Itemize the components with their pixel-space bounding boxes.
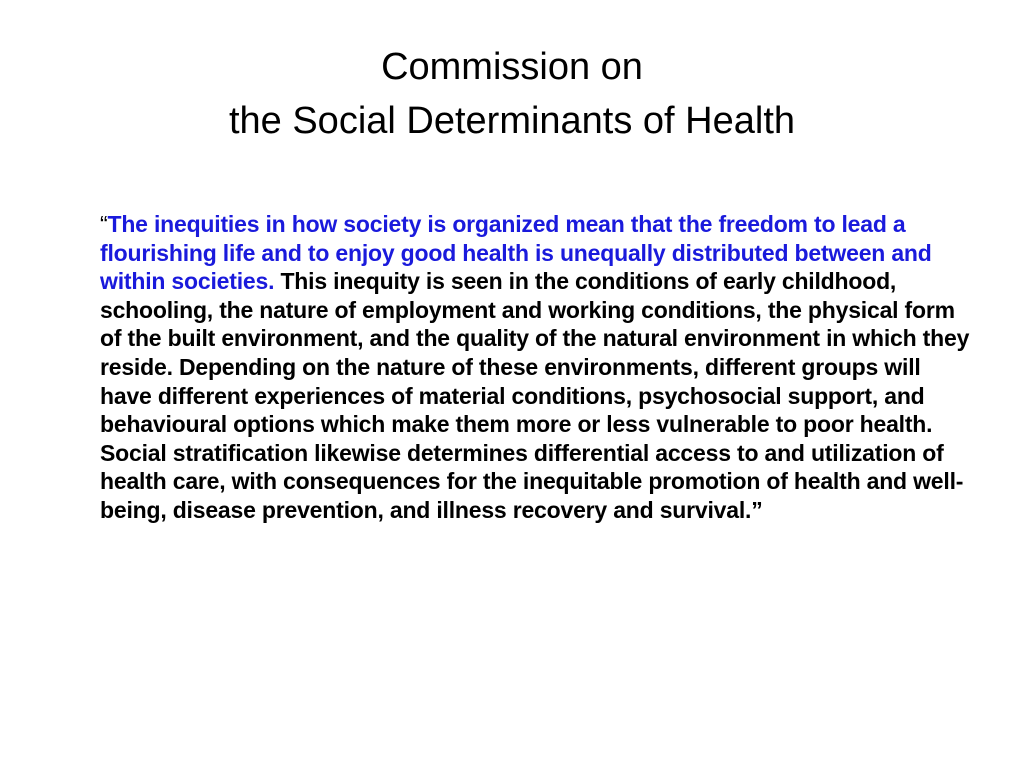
slide-title-line-1: Commission on (381, 46, 643, 88)
quote-highlighted-text: The inequities in how society is organized mean that the freedom to lead a flourishing life and to enjoy good health is unequally distributed between and within societies. (100, 211, 932, 295)
quote-paragraph (100, 210, 970, 525)
slide-title-line-2: the Social Determinants of Health (228, 100, 796, 142)
opening-quote-mark: “ (100, 211, 108, 237)
slide-title (0, 40, 1024, 148)
quote-body-text: This inequity is seen in the conditions of early childhood, schooling, the nature of employment and working conditions, the physical form of the built environment, and the quality of the natural environment in which they reside. Depending on the nature of these environments, different groups will have different experiences of material conditions, psychosocial support, and behavioural options which make them more or less vulnerable to poor health. Social stratification likewise determines differential access to and utilization of health care, with consequences for the inequitable promotion of health and well-being, disease prevention, and illness recovery and survival.” (100, 268, 970, 523)
